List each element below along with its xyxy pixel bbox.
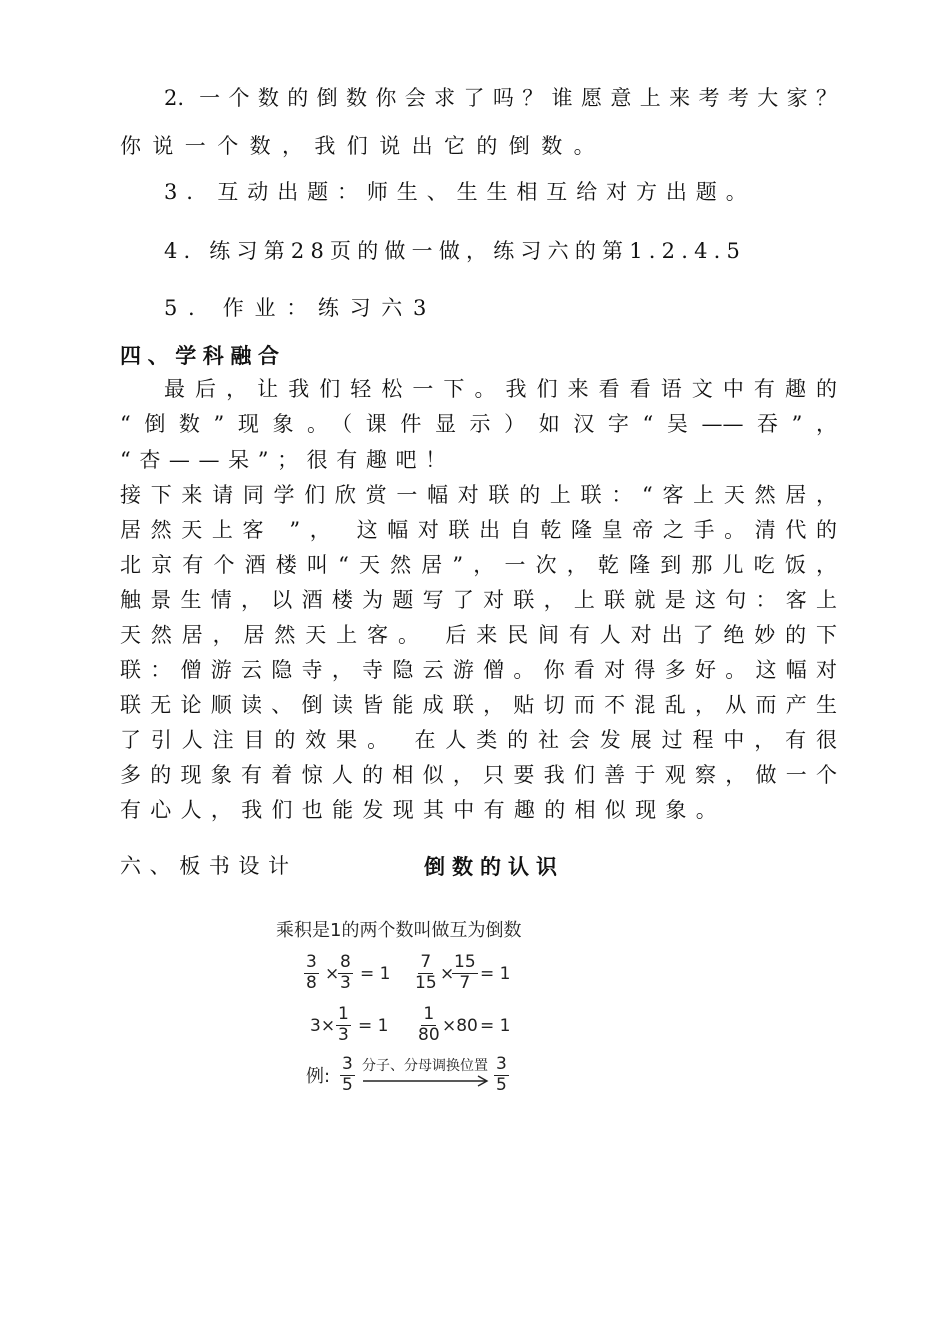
- fraction: $\frac{8}{3}$: [340, 952, 351, 993]
- section-heading-4: 四、学科融合: [120, 343, 286, 368]
- times-sign: ×: [440, 964, 455, 984]
- text-line-18: 多的现象有着惊人的相似，只要我们善于观察，做一个: [120, 763, 837, 787]
- text-line-14: 天然居，居然天上客。 后来民间有人对出了绝妙的下: [120, 623, 837, 647]
- fraction: $\frac{3}{5}$: [342, 1054, 353, 1095]
- fraction: $\frac{15}{7}$: [454, 952, 476, 993]
- fraction: $\frac{1}{80}$: [418, 1004, 440, 1045]
- text-line-7: 最后，让我们轻松一下。我们来看看语文中有趣的: [164, 377, 837, 401]
- text-line-1: 2. 一个数的倒数你会求了吗？谁愿意上来考考大家？: [164, 86, 837, 110]
- fraction: $\frac{1}{3}$: [338, 1004, 349, 1045]
- text-line-9: “杏——呆”；很有趣吧！: [120, 448, 455, 472]
- text-line-8: “倒数”现象。（课件显示）如汉字“吴——吞”，: [120, 412, 837, 436]
- equals-one: = 1: [360, 964, 391, 984]
- times-sign: ×: [325, 964, 340, 984]
- board-heading: 乘积是1的两个数叫做互为倒数: [276, 920, 522, 941]
- equals-one: = 1: [358, 1016, 389, 1036]
- arrow-label: 分子、分母调换位置: [362, 1058, 488, 1074]
- board-title: 倒数的认识: [424, 854, 564, 879]
- right-arrow-icon: [362, 1075, 492, 1087]
- example-label: 例:: [306, 1066, 331, 1087]
- text-line-12: 北京有个酒楼叫“天然居”，一次，乾隆到那儿吃饭，: [120, 553, 837, 577]
- text-line-4: 4. 练习第28页的做一做，练习六的第1.2.4.5: [164, 239, 747, 263]
- text-line-11: 居然天上客 ”， 这幅对联出自乾隆皇帝之手。清代的: [120, 518, 837, 542]
- fraction: $\frac{3}{5}$: [496, 1054, 507, 1095]
- text-line-16: 联无论顺读、倒读皆能成联，贴切而不混乱，从而产生: [120, 693, 837, 717]
- text-line-5: 5. 作业：练习六3: [164, 296, 438, 320]
- text-line-13: 触景生情，以酒楼为题写了对联，上联就是这句：客上: [120, 588, 837, 612]
- times-eighty: ×80: [442, 1016, 478, 1036]
- equals-one: = 1: [480, 1016, 511, 1036]
- section-heading-6: 六、板书设计: [120, 854, 298, 878]
- text-line-2: 你说一个数，我们说出它的倒数。: [120, 134, 606, 158]
- text-line-15: 联：僧游云隐寺，寺隐云游僧。你看对得多好。这幅对: [120, 658, 837, 682]
- whole-times: 3×: [310, 1016, 336, 1036]
- fraction: $\frac{7}{15}$: [415, 952, 437, 993]
- text-line-17: 了引人注目的效果。 在人类的社会发展过程中，有很: [120, 728, 837, 752]
- text-line-3: 3. 互动出题：师生、生生相互给对方出题。: [164, 180, 756, 204]
- board-design: [270, 918, 550, 1108]
- text-line-10: 接下来请同学们欣赏一幅对联的上联：“客上天然居，: [120, 483, 837, 507]
- text-line-19: 有心人，我们也能发现其中有趣的相似现象。: [120, 798, 726, 822]
- equals-one: = 1: [480, 964, 511, 984]
- fraction: $\frac{3}{8}$: [306, 952, 317, 993]
